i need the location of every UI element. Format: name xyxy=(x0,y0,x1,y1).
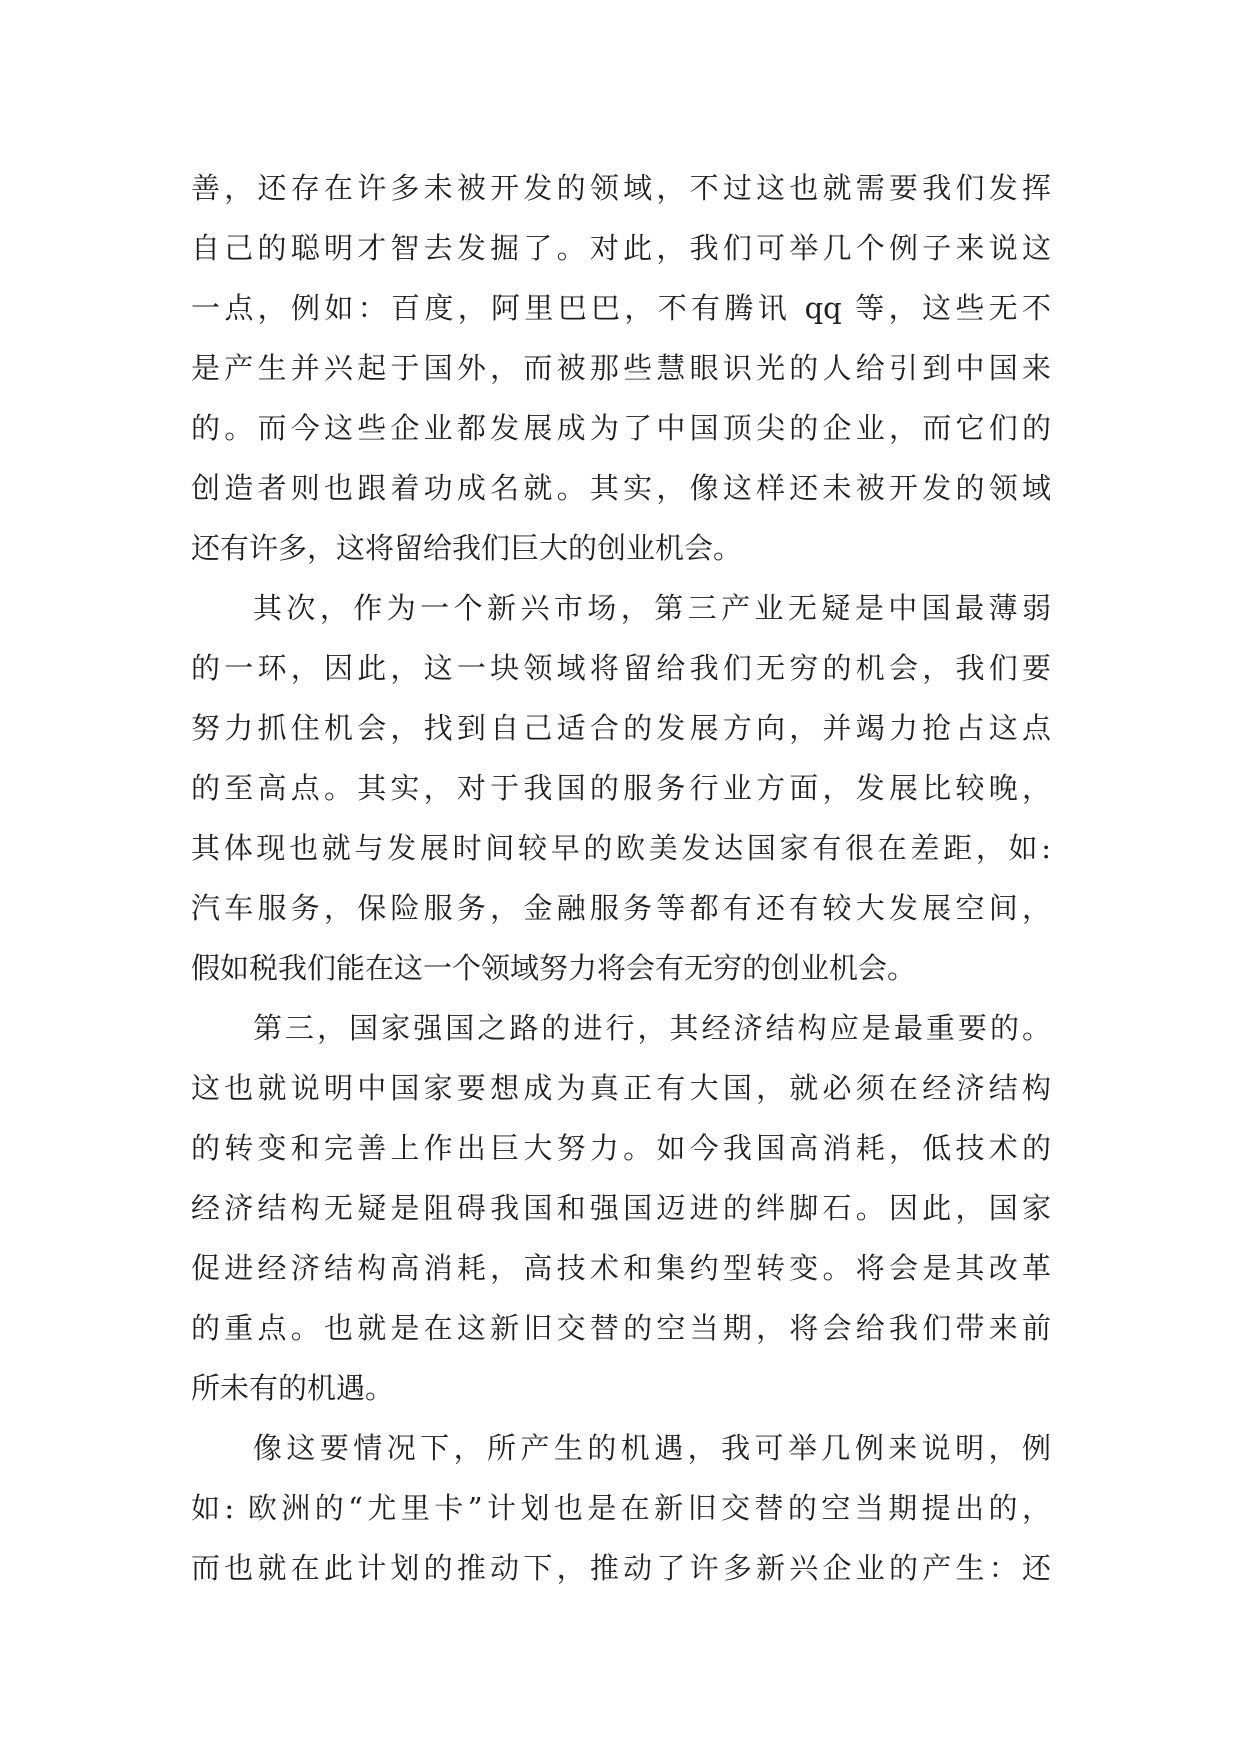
paragraph-line: 善，还存在许多未被开发的领域，不过这也就需要我们发挥 xyxy=(191,171,1051,205)
paragraph-line: 促进经济结构高消耗，高技术和集约型转变。将会是其改革 xyxy=(191,1251,1051,1285)
paragraph-line: 汽车服务，保险服务，金融服务等都有还有较大发展空间， xyxy=(191,891,1051,925)
paragraph-line: 如: 欧洲的“尤里卡”计划也是在新旧交替的空当期提出的， xyxy=(191,1491,1051,1525)
paragraph-line: 创造者则也跟着功成名就。其实，像这样还未被开发的领域 xyxy=(191,471,1051,505)
paragraph-line: 的转变和完善上作出巨大努力。如今我国高消耗，低技术的 xyxy=(191,1131,1051,1165)
paragraph-line: 的一环，因此，这一块领域将留给我们无穷的机会，我们要 xyxy=(191,651,1051,685)
paragraph-line: 一点，例如：百度，阿里巴巴，不有腾讯 qq 等，这些无不 xyxy=(191,291,1051,325)
paragraph xyxy=(191,1418,1051,1598)
paragraph-line: 其体现也就与发展时间较早的欧美发达国家有很在差距，如: xyxy=(191,831,1051,865)
paragraph-line: 的至高点。其实，对于我国的服务行业方面，发展比较晚， xyxy=(191,771,1051,805)
paragraph-line: 的重点。也就是在这新旧交替的空当期，将会给我们带来前 xyxy=(191,1311,1051,1345)
paragraph-line: 的。而今这些企业都发展成为了中国顶尖的企业，而它们的 xyxy=(191,411,1051,445)
body-text xyxy=(191,158,1051,1598)
paragraph-line: 而也就在此计划的推动下，推动了许多新兴企业的产生：还 xyxy=(191,1551,1051,1585)
paragraph-line: 假如税我们能在这一个领域努力将会有无穷的创业机会。 xyxy=(191,951,917,985)
paragraph-line: 经济结构无疑是阻碍我国和强国迈进的绊脚石。因此，国家 xyxy=(191,1191,1051,1225)
paragraph-line: 像这要情况下，所产生的机遇，我可举几例来说明，例 xyxy=(253,1431,1051,1465)
paragraph xyxy=(191,158,1051,578)
paragraph xyxy=(191,578,1051,998)
paragraph-line: 是产生并兴起于国外，而被那些慧眼识光的人给引到中国来 xyxy=(191,351,1051,385)
paragraph-line: 自己的聪明才智去发掘了。对此，我们可举几个例子来说这 xyxy=(191,231,1051,265)
paragraph-line: 第三，国家强国之路的进行，其经济结构应是最重要的。 xyxy=(253,1011,1051,1045)
paragraph-line: 所未有的机遇。 xyxy=(191,1371,395,1405)
paragraph-line: 还有许多，这将留给我们巨大的创业机会。 xyxy=(191,531,743,565)
paragraph xyxy=(191,998,1051,1418)
paragraph-line: 这也就说明中国家要想成为真正有大国，就必须在经济结构 xyxy=(191,1071,1051,1105)
paragraph-line: 努力抓住机会，找到自己适合的发展方向，并竭力抢占这点 xyxy=(191,711,1051,745)
paragraph-line: 其次，作为一个新兴市场，第三产业无疑是中国最薄弱 xyxy=(253,591,1051,625)
